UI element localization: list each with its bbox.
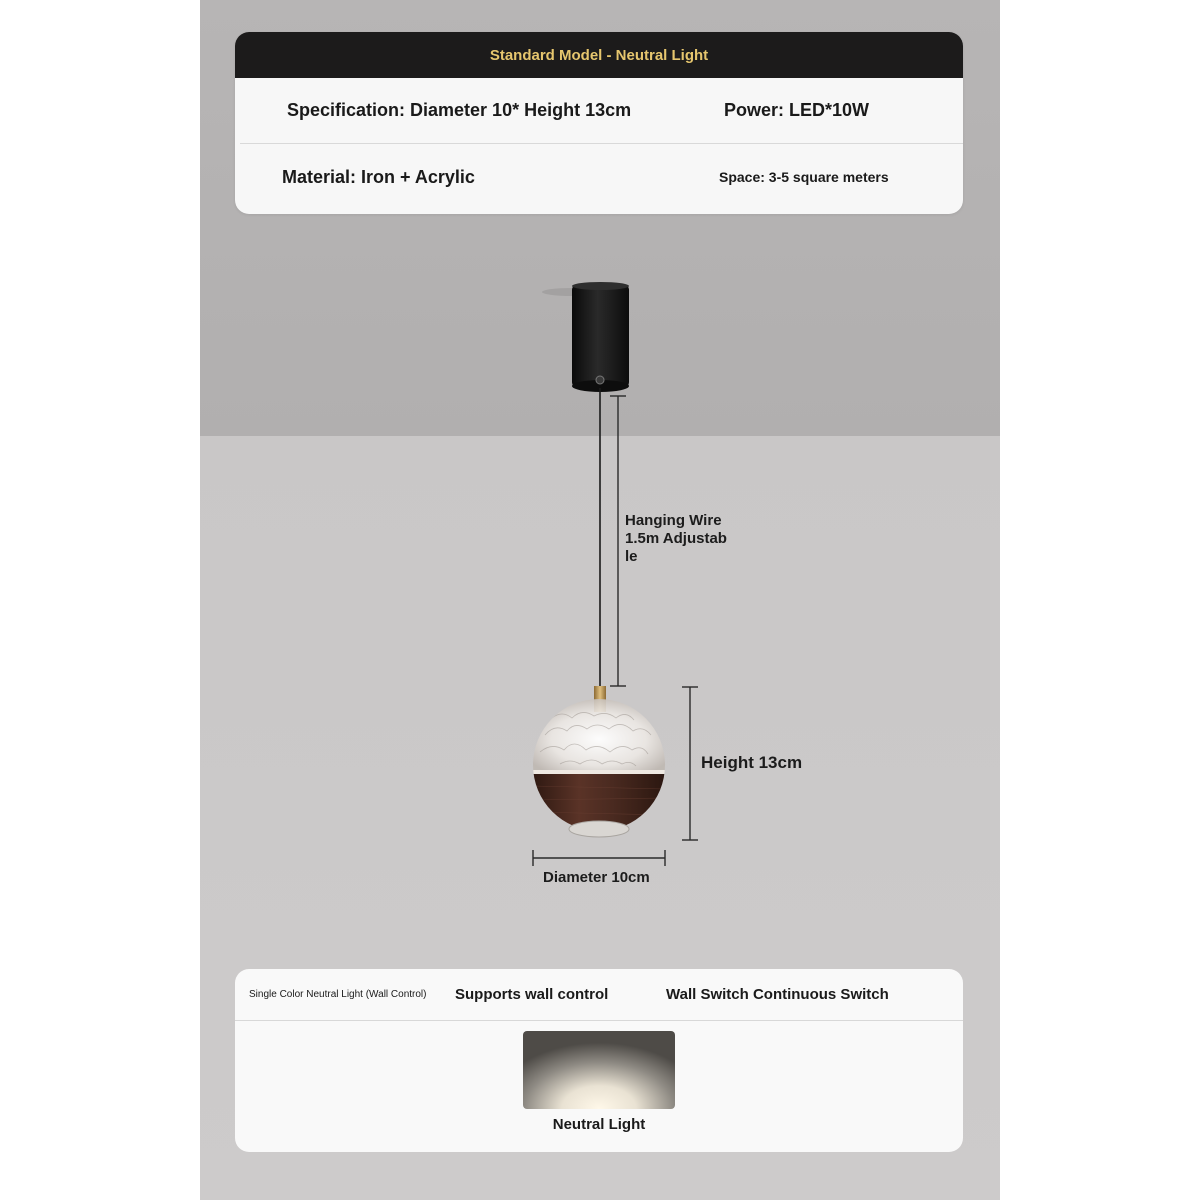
control-text: Supports wall control <box>455 986 609 1003</box>
wire-label-line-1: Hanging Wire <box>625 512 722 529</box>
height-dimension-line <box>682 687 698 840</box>
height-label: Height 13cm <box>701 753 803 772</box>
specification-text: Specification: Diameter 10* Height 13cm <box>287 100 632 120</box>
neutral-light-swatch <box>523 1031 675 1109</box>
space-text: Space: 3-5 square meters <box>719 169 889 185</box>
diameter-dimension-line <box>533 850 665 866</box>
ceiling-canopy <box>572 282 629 392</box>
power-text: Power: LED*10W <box>724 100 870 120</box>
mode-text: Single Color Neutral Light (Wall Control) <box>249 989 427 1000</box>
wire-label <box>625 512 735 566</box>
lamp-shade <box>533 699 665 832</box>
swatch-label: Neutral Light <box>552 1116 646 1133</box>
wire-label-line-3: le <box>625 548 638 565</box>
material-text: Material: Iron + Acrylic <box>282 166 475 187</box>
lamp-lens <box>569 821 629 837</box>
diameter-label: Diameter 10cm <box>543 869 650 886</box>
light-mode-card <box>235 969 963 1152</box>
product-canvas <box>200 0 1000 1200</box>
spec-header: Standard Model - Neutral Light <box>235 32 963 78</box>
light-mode-row <box>235 969 963 1021</box>
wire-dimension-line <box>610 396 626 686</box>
wire-label-line-2: 1.5m Adjustab <box>625 530 727 547</box>
switch-text: Wall Switch Continuous Switch <box>666 986 889 1003</box>
